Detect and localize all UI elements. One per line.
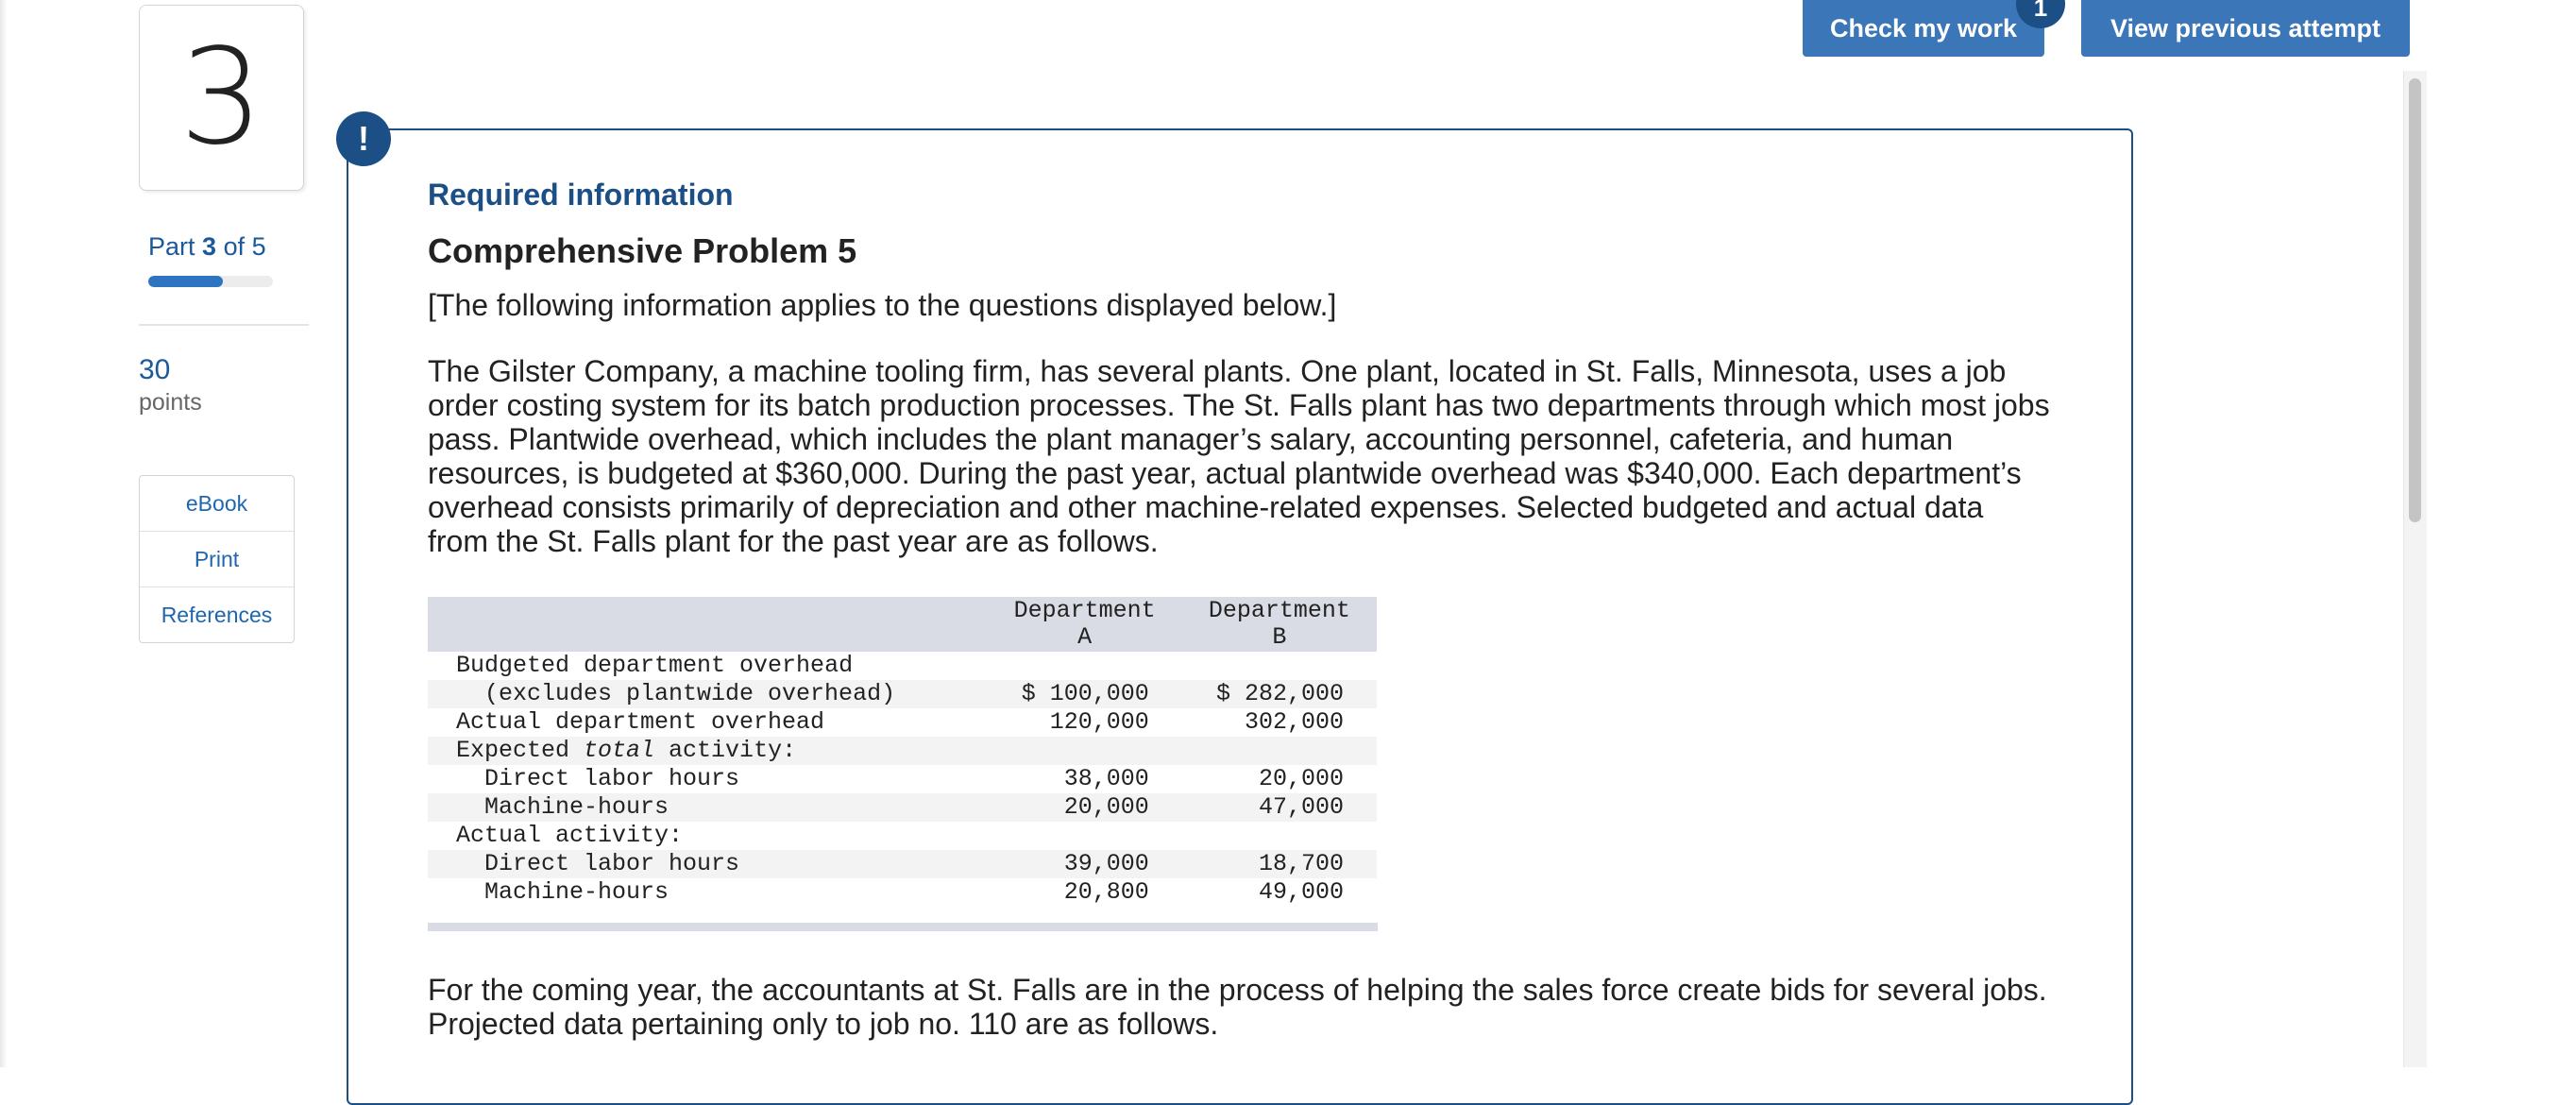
dept-a-value: 20,000	[988, 793, 1182, 822]
question-number-card	[139, 5, 304, 191]
dept-a-value: 38,000	[1063, 765, 1149, 792]
dept-b-value	[1182, 737, 1377, 765]
table-row	[428, 850, 1377, 878]
problem-title: Comprehensive Problem 5	[428, 231, 857, 270]
row-label: Machine-hours	[428, 793, 988, 822]
table-row	[428, 708, 1377, 737]
table-row	[428, 680, 1377, 708]
resource-tools	[139, 475, 295, 643]
row-label: (excludes plantwide overhead)	[428, 680, 988, 708]
points-label: points	[139, 389, 202, 416]
dept-a-value	[988, 822, 1182, 850]
table-row	[428, 765, 1377, 793]
column-header-dept-a: Department A	[988, 597, 1182, 652]
part-indicator	[148, 232, 266, 262]
table-row	[428, 878, 1377, 907]
print-link[interactable]: Print	[140, 532, 294, 587]
required-info-heading: Required information	[428, 178, 734, 212]
row-label: Direct labor hours	[428, 850, 988, 878]
part-total: of 5	[223, 232, 266, 261]
problem-description: The Gilster Company, a machine tooling firm, has several plants. One plant, located in St. Falls, Minnesota, uses a job order costing system for its batch production processes. The St. Falls plant has two departments through which most jobs pass. Plantwide overhead, which includes the plant manager’s salary, accounting personnel, cafeteria, and human resources, is budgeted at $360,000. During the past year, actual plantwide overhead was $340,000. Each department’s overhead consists primarily of depreciation and other machine-related expenses. Selected budgeted and actual data from the St. Falls plant for the past year are as follows.	[428, 354, 2050, 558]
attempt-count-badge: 1	[2016, 0, 2065, 28]
exclamation-icon: !	[336, 111, 391, 166]
table-header-blank	[428, 597, 988, 652]
dept-a-value	[988, 652, 1182, 680]
check-my-work-button[interactable]: Check my work	[1803, 0, 2044, 57]
row-label-emphasis: total	[584, 737, 655, 764]
row-label-pre: Expected	[456, 737, 585, 764]
row-label-post: activity:	[654, 737, 797, 764]
dept-b-value	[1182, 822, 1377, 850]
row-label: Budgeted department overhead	[456, 652, 854, 679]
row-label: Direct labor hours	[484, 765, 740, 792]
row-label: Machine-hours	[484, 878, 669, 906]
dept-b-value: 49,000	[1258, 878, 1344, 906]
sidebar-divider	[139, 324, 309, 326]
dept-b-value	[1182, 652, 1377, 680]
points-value: 30	[139, 354, 171, 385]
dept-b-value: 47,000	[1182, 793, 1377, 822]
row-label: Actual department overhead	[456, 708, 825, 736]
dept-a-value: $ 100,000	[988, 680, 1182, 708]
dept-a-value: 20,800	[1063, 878, 1149, 906]
table-row	[428, 652, 1377, 680]
part-word: Part	[148, 232, 195, 261]
row-label	[428, 737, 988, 765]
view-previous-attempt-button[interactable]: View previous attempt	[2081, 0, 2410, 57]
references-link[interactable]: References	[161, 602, 273, 627]
part-progress-bar	[148, 276, 273, 287]
job-110-intro: For the coming year, the accountants at St. Falls are in the process of helping the sales force create bids for several jobs. Projected data pertaining only to job no. 110 are as follows.	[428, 973, 2047, 1041]
scrollbar[interactable]	[2403, 71, 2427, 1067]
dept-b-value: 18,700	[1182, 850, 1377, 878]
table-row	[428, 737, 1377, 765]
intro-text: [The following information applies to the questions displayed below.]	[428, 288, 1337, 322]
column-header-dept-b: Department B	[1182, 597, 1377, 652]
table-row	[428, 822, 1377, 850]
dept-a-value: 39,000	[988, 850, 1182, 878]
table-header-row	[428, 597, 1377, 652]
dept-b-value: 302,000	[1244, 708, 1344, 736]
part-progress-fill	[148, 276, 223, 287]
dept-b-value: 20,000	[1258, 765, 1344, 792]
ebook-link[interactable]: eBook	[140, 476, 294, 532]
left-edge-shadow	[0, 0, 8, 1067]
part-current: 3	[202, 232, 217, 261]
dept-b-value: $ 282,000	[1182, 680, 1377, 708]
scrollbar-thumb[interactable]	[2409, 78, 2421, 522]
row-label: Actual activity:	[456, 822, 684, 849]
dept-a-value: 120,000	[1049, 708, 1149, 736]
table-bottom-border	[428, 923, 1378, 931]
question-number: 3	[178, 20, 264, 175]
dept-a-value	[988, 737, 1182, 765]
table-row	[428, 793, 1377, 822]
department-data-table	[428, 597, 1377, 907]
